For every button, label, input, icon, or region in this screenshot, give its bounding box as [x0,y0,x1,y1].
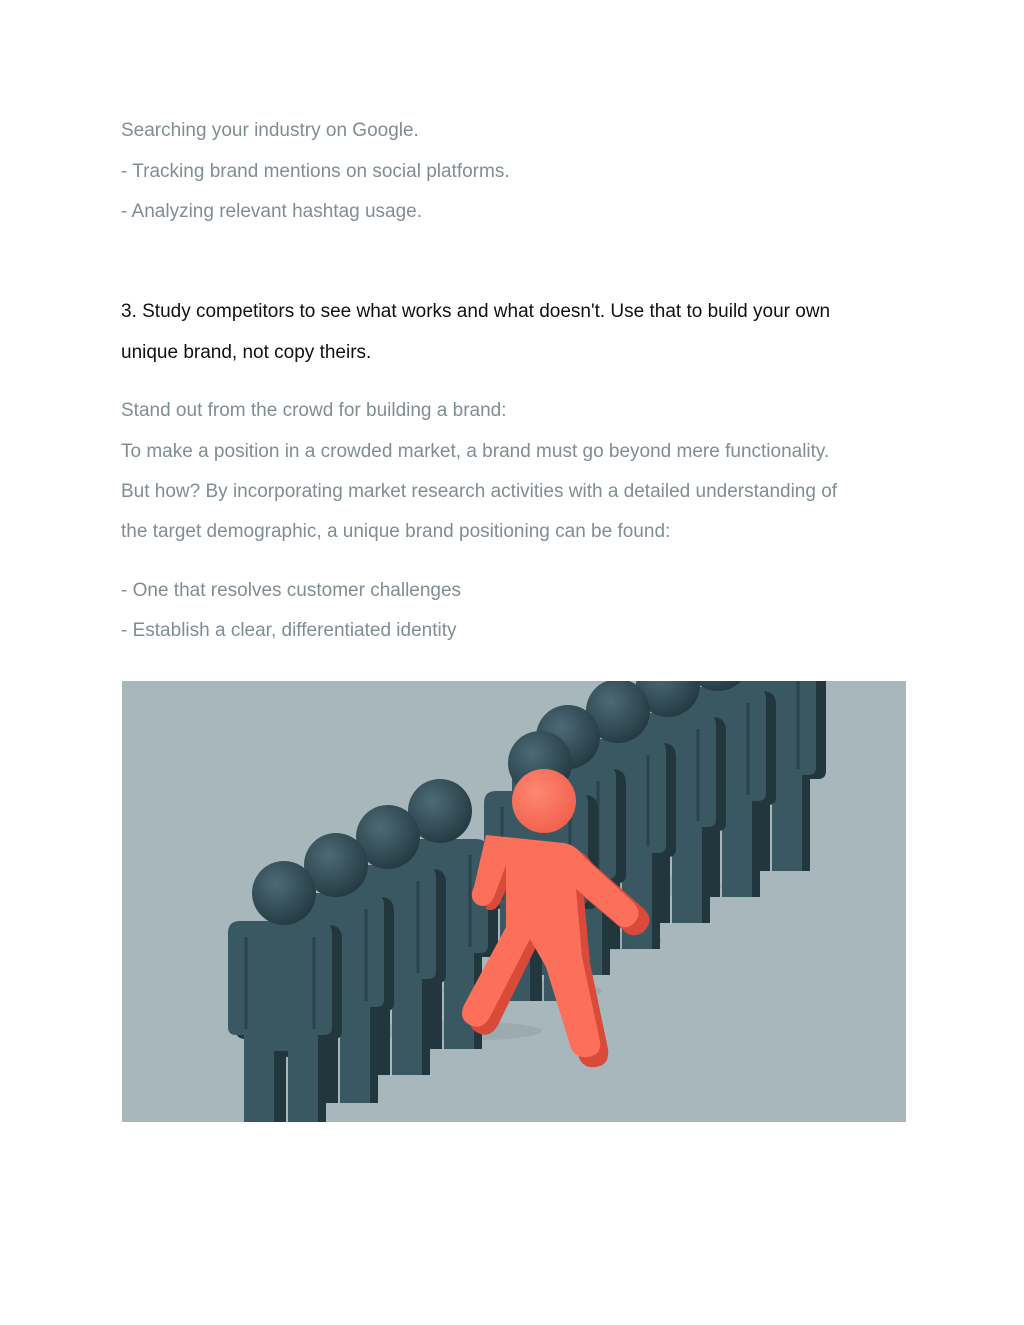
section-paragraph-line: But how? By incorporating market research activities with a detailed understanding of [121,481,838,502]
section-paragraph-line: To make a position in a crowded market, a brand must go beyond mere functionality. [121,441,830,462]
section-heading: Stand out from the crowd for building a brand: [121,400,507,421]
bullet-item: - One that resolves customer challenges [121,580,462,601]
stand-out-illustration [122,681,906,1122]
bullet-item: - Establish a clear, differentiated identity [121,620,457,641]
step-3-text: 3. Study competitors to see what works and what doesn't. Use that to build your own [121,301,831,322]
intro-line: Searching your industry on Google. [121,120,419,141]
step-3-text: unique brand, not copy theirs. [121,342,372,363]
section-paragraph-line: the target demographic, a unique brand positioning can be found: [121,521,671,542]
intro-line: - Tracking brand mentions on social platforms. [121,161,510,182]
intro-line: - Analyzing relevant hashtag usage. [121,201,423,222]
